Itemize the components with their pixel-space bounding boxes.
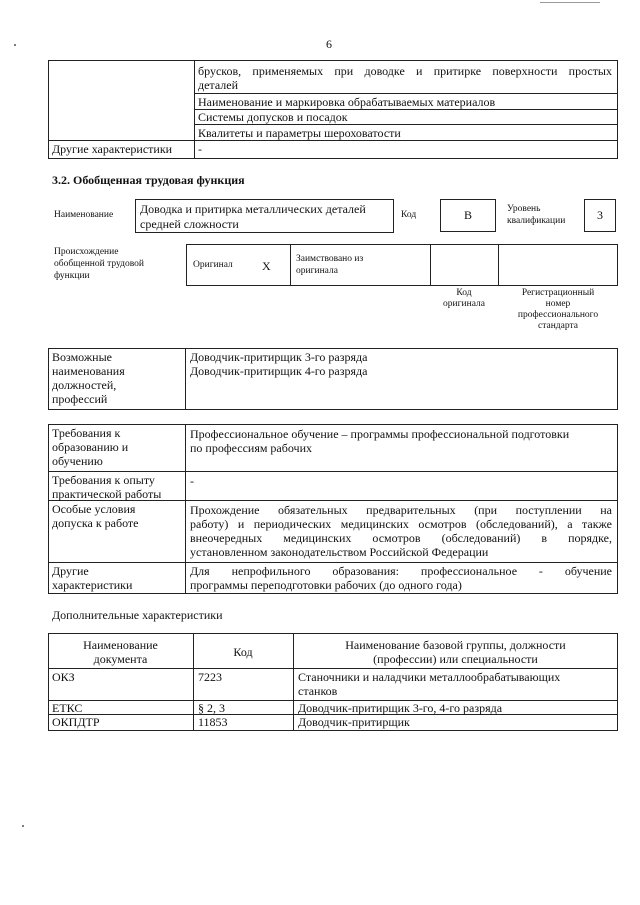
position-value: Доводчик-притирщик 4-го разряда — [190, 364, 368, 378]
level-value: 3 — [597, 208, 603, 222]
original-mark: X — [262, 259, 271, 273]
top-table-row: деталей — [198, 78, 238, 92]
positions-label: наименования — [52, 364, 125, 378]
table-cell-name: Доводчик-притирщик — [298, 715, 410, 729]
table-cell-code: 7223 — [198, 670, 222, 684]
requirement-value: - — [190, 474, 194, 488]
name-value: Доводка и притирка металлических деталей — [140, 202, 366, 216]
name-label: Наименование — [54, 210, 114, 220]
table-cell-name: Доводчик-притирщик 3-го, 4-го разряда — [298, 701, 503, 715]
top-table-row: Наименование и маркировка обрабатываемых материалов — [198, 95, 496, 109]
reg-number-caption: стандарта — [538, 321, 578, 331]
table-cell-code: § 2, 3 — [198, 701, 225, 715]
table-cell-name: станков — [298, 684, 338, 698]
table-cell-code: 11853 — [198, 715, 228, 729]
header-document: документа — [93, 652, 148, 666]
borrowed-label: Заимствовано из — [296, 254, 364, 264]
top-table-row: Квалитеты и параметры шероховатости — [198, 126, 401, 140]
reg-number-caption: номер — [545, 299, 571, 309]
original-label: Оригинал — [193, 260, 233, 270]
other-characteristics-value: - — [198, 142, 202, 156]
level-label: квалификации — [507, 216, 566, 226]
requirement-value: Профессиональное обучение – программы профессиональной подготовки — [190, 427, 570, 441]
header-code: Код — [233, 645, 253, 659]
origin-label: функции — [54, 271, 90, 281]
requirement-value: программы переподготовки рабочих (до одного года) — [190, 578, 462, 592]
code-original-caption: Код — [456, 288, 472, 298]
top-table-row: брусков, применяемых при доводке и притирке поверхности простых — [198, 64, 612, 78]
origin-label: обобщенной трудовой — [54, 259, 144, 269]
table-cell-doc: ОКПДТР — [52, 715, 100, 729]
requirement-label: Другие — [52, 564, 89, 578]
requirement-value: внеочередных медицинских осмотров (обследований) в порядке, — [190, 531, 612, 545]
positions-label: Возможные — [52, 350, 112, 364]
name-value: средней сложности — [140, 217, 239, 231]
code-value: B — [463, 208, 472, 222]
requirement-value: установленном законодательством Российской Федерации — [190, 545, 489, 559]
borrowed-label: оригинала — [296, 266, 338, 276]
requirement-value: Прохождение обязательных предварительных (при поступлении на — [190, 503, 612, 517]
level-label: Уровень — [507, 204, 541, 214]
scan-speck — [14, 44, 16, 46]
header-base-group: Наименование базовой группы, должности — [345, 638, 566, 652]
requirement-label: обучению — [52, 454, 103, 468]
requirement-label: практической работы — [52, 487, 162, 501]
requirement-value: работу) и периодических медицинских осмотров (обследований), а также — [190, 517, 612, 531]
scan-speck — [22, 825, 24, 827]
code-label: Код — [401, 210, 417, 220]
header-document: Наименование — [83, 638, 158, 652]
scan-edge — [540, 2, 600, 3]
requirement-label: характеристики — [52, 578, 133, 592]
requirement-label: Особые условия — [52, 502, 136, 516]
table-cell-doc: ЕТКС — [52, 701, 83, 715]
page-number: 6 — [326, 37, 332, 51]
reg-number-caption: профессионального — [517, 310, 599, 320]
requirement-value: Для непрофильного образования: профессиональное - обучение — [190, 564, 612, 578]
requirement-value: по профессиям рабочих — [190, 441, 313, 455]
requirement-label: Требования к опыту — [52, 473, 155, 487]
header-base-group: (профессии) или специальности — [373, 652, 538, 666]
code-original-caption: оригинала — [443, 299, 485, 309]
section-title: 3.2. Обобщенная трудовая функция — [52, 173, 245, 187]
top-table-row: Системы допусков и посадок — [198, 110, 348, 124]
requirement-label: допуска к работе — [52, 516, 139, 530]
table-cell-name: Станочники и наладчики металлообрабатывающих — [298, 670, 561, 684]
other-characteristics-label: Другие характеристики — [52, 142, 173, 156]
requirement-label: образованию и — [52, 440, 129, 454]
additional-title: Дополнительные характеристики — [52, 608, 223, 622]
position-value: Доводчик-притирщик 3-го разряда — [190, 350, 368, 364]
table-cell-doc: ОКЗ — [52, 670, 75, 684]
reg-number-caption: Регистрационный — [521, 288, 595, 298]
requirement-label: Требования к — [52, 426, 121, 440]
positions-label: профессий — [52, 392, 108, 406]
positions-label: должностей, — [52, 378, 117, 392]
origin-label: Происхождение — [54, 247, 119, 257]
